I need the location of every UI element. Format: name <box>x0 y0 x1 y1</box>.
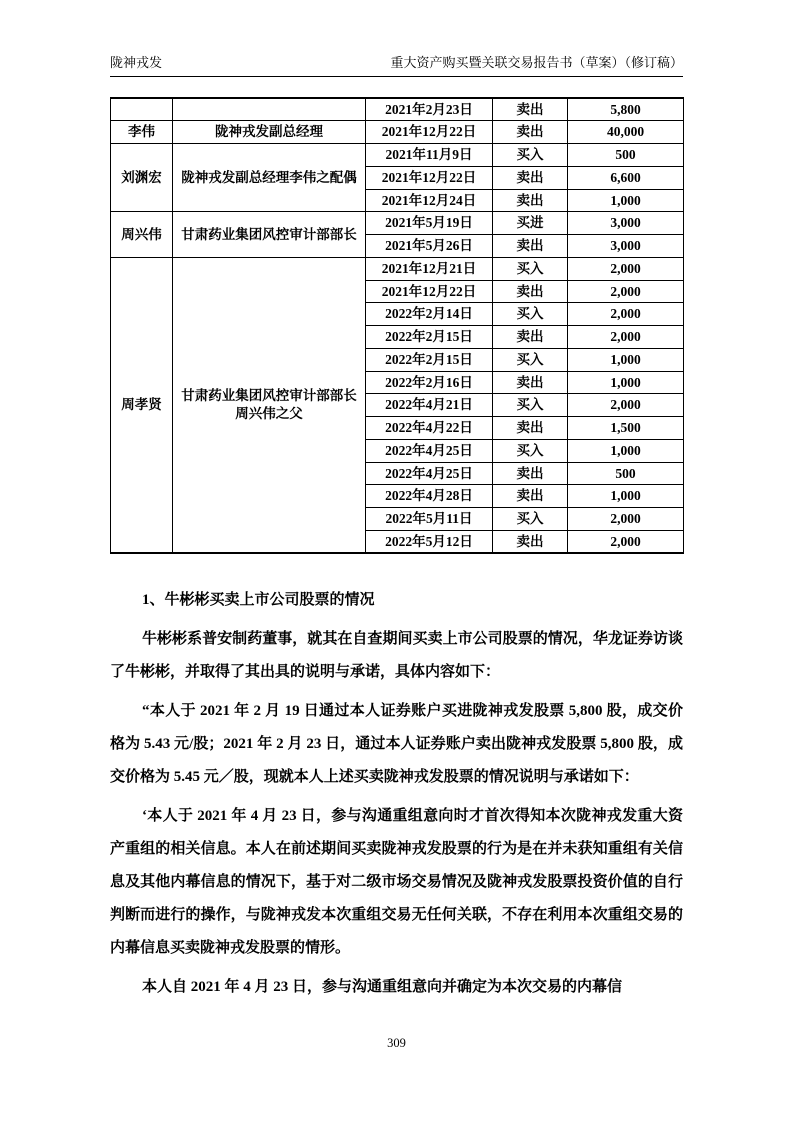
cell-person-position: 甘肃药业集团风控审计部部长周兴伟之父 <box>173 257 366 553</box>
cell-trade-date: 2022年4月25日 <box>366 462 493 485</box>
cell-trade-quantity: 40,000 <box>568 121 684 144</box>
cell-trade-date: 2021年12月22日 <box>366 166 493 189</box>
cell-trade-date: 2022年2月14日 <box>366 303 493 326</box>
cell-trade-quantity: 6,600 <box>568 166 684 189</box>
cell-trade-quantity: 2,000 <box>568 394 684 417</box>
cell-trade-action: 买入 <box>493 144 568 167</box>
cell-trade-date: 2021年12月21日 <box>366 257 493 280</box>
cell-trade-quantity: 1,000 <box>568 485 684 508</box>
cell-trade-quantity: 2,000 <box>568 508 684 531</box>
cell-trade-quantity: 1,000 <box>568 371 684 394</box>
cell-trade-quantity: 3,000 <box>568 235 684 258</box>
cell-trade-date: 2022年2月15日 <box>366 326 493 349</box>
cell-trade-action: 买入 <box>493 303 568 326</box>
cell-trade-date: 2022年4月22日 <box>366 417 493 440</box>
cell-trade-date: 2022年2月15日 <box>366 348 493 371</box>
paragraph: 本人自 2021 年 4 月 23 日，参与沟通重组意向并确定为本次交易的内幕信 <box>142 979 623 995</box>
cell-trade-date: 2022年5月11日 <box>366 508 493 531</box>
cell-trade-date: 2021年5月19日 <box>366 212 493 235</box>
cell-trade-quantity: 1,000 <box>568 189 684 212</box>
cell-trade-quantity: 2,000 <box>568 303 684 326</box>
cell-trade-quantity: 1,500 <box>568 417 684 440</box>
cell-trade-quantity: 2,000 <box>568 326 684 349</box>
cell-trade-action: 卖出 <box>493 98 568 121</box>
paragraph: ‘本人于 2021 年 4 月 23 日，参与沟通重组意向时才首次得知本次陇神戎发重大资产重组的相关信息。本人在前述期间买卖陇神戎发股票的行为是在并未获知重组有关信息及其他内幕信息的情况下，基于对二级市场交易情况及陇神戎发股票投资价值的自行判断而进行的操作，与陇神戎发本次重组交易无任何关联，不存在利用本次重组交易的内幕信息买卖陇神戎发股票的情形。 <box>110 808 683 956</box>
cell-trade-date: 2021年12月24日 <box>366 189 493 212</box>
page-header <box>110 52 683 77</box>
cell-trade-date: 2022年4月25日 <box>366 439 493 462</box>
cell-trade-date: 2022年4月28日 <box>366 485 493 508</box>
cell-person-position: 甘肃药业集团风控审计部部长 <box>173 212 366 258</box>
cell-trade-date: 2022年4月21日 <box>366 394 493 417</box>
cell-trade-quantity: 1,000 <box>568 348 684 371</box>
stock-trades-table <box>110 97 684 554</box>
cell-trade-action: 卖出 <box>493 121 568 144</box>
cell-trade-action: 卖出 <box>493 485 568 508</box>
header-left-title: 陇神戎发 <box>110 55 163 70</box>
cell-person-name: 刘渊宏 <box>111 144 173 212</box>
cell-trade-quantity: 3,000 <box>568 212 684 235</box>
cell-trade-date: 2021年2月23日 <box>366 98 493 121</box>
cell-trade-action: 买入 <box>493 257 568 280</box>
table-row <box>111 98 684 121</box>
cell-person-name: 李伟 <box>111 121 173 144</box>
table-row <box>111 144 684 167</box>
page-number: 309 <box>387 1036 406 1050</box>
cell-trade-date: 2022年2月16日 <box>366 371 493 394</box>
cell-trade-action: 卖出 <box>493 326 568 349</box>
cell-trade-action: 卖出 <box>493 235 568 258</box>
cell-trade-action: 买入 <box>493 508 568 531</box>
cell-trade-quantity: 2,000 <box>568 280 684 303</box>
cell-person-name <box>111 98 173 121</box>
cell-trade-action: 买入 <box>493 439 568 462</box>
cell-trade-quantity: 500 <box>568 462 684 485</box>
cell-trade-quantity: 500 <box>568 144 684 167</box>
cell-trade-action: 卖出 <box>493 280 568 303</box>
header-right-title: 重大资产购买暨关联交易报告书（草案）（修订稿） <box>390 55 683 70</box>
cell-trade-date: 2021年5月26日 <box>366 235 493 258</box>
body-text <box>110 584 683 1010</box>
table-row <box>111 257 684 280</box>
cell-trade-quantity: 5,800 <box>568 98 684 121</box>
paragraph: “本人于 2021 年 2 月 19 日通过本人证券账户买进陇神戎发股票 5,800 股，成交价格为 5.43 元/股；2021 年 2 月 23 日，通过本人证券账户卖出陇神戎发股票 5,800 股，成交价格为 5.45 元／股，现就本人上述买卖陇神戎发股票的情况说明与承诺如下： <box>110 703 683 785</box>
cell-person-name: 周孝贤 <box>111 257 173 553</box>
cell-trade-action: 买进 <box>493 212 568 235</box>
cell-person-position: 陇神戎发副总经理李伟之配偶 <box>173 144 366 212</box>
cell-trade-action: 卖出 <box>493 166 568 189</box>
cell-trade-quantity: 1,000 <box>568 439 684 462</box>
table-row <box>111 121 684 144</box>
table-row <box>111 212 684 235</box>
section-heading: 1、牛彬彬买卖上市公司股票的情况 <box>142 592 375 608</box>
cell-trade-date: 2021年12月22日 <box>366 280 493 303</box>
cell-trade-action: 卖出 <box>493 371 568 394</box>
cell-person-position: 陇神戎发副总经理 <box>173 121 366 144</box>
cell-trade-action: 卖出 <box>493 189 568 212</box>
paragraph: 牛彬彬系普安制药董事，就其在自查期间买卖上市公司股票的情况，华龙证券访谈了牛彬彬，并取得了其出具的说明与承诺，具体内容如下： <box>110 631 683 680</box>
cell-trade-date: 2021年11月9日 <box>366 144 493 167</box>
cell-trade-action: 买入 <box>493 394 568 417</box>
cell-trade-action: 卖出 <box>493 530 568 553</box>
cell-trade-quantity: 2,000 <box>568 530 684 553</box>
cell-trade-date: 2021年12月22日 <box>366 121 493 144</box>
cell-person-position <box>173 98 366 121</box>
cell-trade-action: 卖出 <box>493 417 568 440</box>
cell-trade-action: 买入 <box>493 348 568 371</box>
trades-table-body <box>111 98 684 553</box>
cell-person-name: 周兴伟 <box>111 212 173 258</box>
cell-trade-date: 2022年5月12日 <box>366 530 493 553</box>
cell-trade-quantity: 2,000 <box>568 257 684 280</box>
cell-trade-action: 卖出 <box>493 462 568 485</box>
